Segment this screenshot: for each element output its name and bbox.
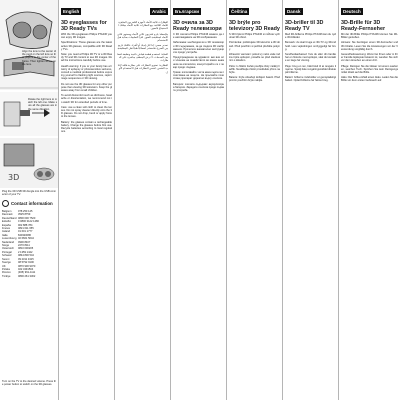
paragraph: Péče: k čištění čoček použijte čistý měkký hadřík. Nestříkejte čisticí prostředek přímo na brýle. — [229, 64, 280, 75]
language-header: Deutsch — [343, 9, 361, 14]
contact-number: 3525 8759 — [18, 213, 31, 217]
paragraph: Note: you need a Philips 3D TV or a 3D Ready TV and 3D content to see 3D images. Read the instructions carefully before use. — [61, 53, 112, 63]
contact-country: Luxembourg — [2, 237, 17, 241]
paragraph: Akku: Die Brille enthält einen Akku. Laden Sie die Brille vor dem ersten Gebrauch auf. — [341, 76, 398, 83]
column-czech — [229, 0, 280, 400]
contact-number: 01 601 1777 — [18, 230, 33, 234]
contact-info-section — [2, 200, 58, 278]
contact-number: (495) 961-1111 — [18, 271, 36, 275]
fold-line — [282, 0, 283, 400]
globe-icon — [2, 200, 9, 207]
tv-3d-illustration — [0, 138, 58, 188]
contact-number: 2 1359 1442 — [18, 250, 33, 254]
paragraph: Care: use a clean soft cloth to clean the lenses. Do not spray cleaner directly onto the 3D glasses. Do not drop, bend or apply force to the lenses. — [61, 105, 112, 119]
fold-line — [58, 0, 59, 400]
fold-line — [226, 0, 227, 400]
contact-country: Portugal — [2, 250, 12, 254]
paragraph: Do not use the 3D glasses for any other purpose than viewing 3D television. Keep the glasses away from small children. — [61, 82, 112, 93]
paragraph: Health warning: if you or your family has a history of epilepsy or photosensitive seizures, consult a medical professional before exposing yourself to flashing light sources, rapid image sequences or 3D viewing. — [61, 64, 112, 81]
paragraph: With the 3D eyeglasses Philips PTA436 you can enjoy 3D images. — [61, 33, 112, 40]
section-title: 3D-Brille für 3D Ready-Fernseher — [341, 20, 386, 32]
contact-number: 2270 8111 — [18, 244, 30, 248]
column-body — [229, 33, 280, 83]
contact-title: Contact information — [11, 201, 53, 206]
column-english — [61, 0, 112, 400]
contact-number: 022 3491504 — [18, 267, 34, 271]
contact-row — [2, 275, 58, 278]
step-text-4: Turn on the TV to the desired volume. Press the power button to switch on the 3D glasses. — [2, 380, 56, 387]
contact-number: 40 6661 5644 — [18, 237, 34, 241]
column-body — [173, 33, 224, 92]
contact-country: Nederland — [2, 240, 14, 244]
paragraph: Грижа: използвайте чиста мека кърпа за почистване на лещите. Не пръскайте почистващ препарат директно върху очилата. — [173, 71, 224, 81]
section-title: 3D-briller til 3D Ready TV — [285, 20, 324, 32]
column-danish — [285, 0, 336, 400]
contact-country: Polska — [2, 267, 10, 271]
paragraph: Poznámka: potřebujete 3D televizor a 3D obsah. Před použitím si pečlivě přečtěte pokyny. — [229, 41, 280, 51]
paragraph: البطارية: تحتوي النظارات على بطارية قابلة لإعادة الشحن. اشحن النظارات قبل الاستخدام الأول. — [117, 64, 168, 74]
fold-line — [170, 0, 171, 400]
paragraph: Sundhedsadvarsel: hvis du eller din familie har en historie med epilepsi, skal du kontakte en læge før visning. — [285, 53, 336, 63]
paragraph: Hinweis: Sie benötigen einen 3D-Fernseher und 3D-Inhalte. Lesen Sie die Anweisungen vor der Verwendung sorgfältig durch. — [341, 41, 398, 51]
section-title: 3D brýle pro televizory 3D Ready — [229, 20, 280, 32]
paragraph: S 3D brýlemi Philips PTA436 si můžete vychutnat 3D obraz. — [229, 33, 280, 40]
contact-country: Suomi — [2, 257, 10, 261]
contact-country: Deutschland — [2, 216, 17, 220]
paragraph: Предупреждение за здравето: ако вие или членове на семейството ви имате анамнеза за епилепсия, консултирайте се с лекар преди гледане. — [173, 56, 224, 69]
contact-country: España — [2, 223, 11, 227]
language-header: Dansk — [287, 9, 301, 14]
paragraph: النظارات ثلاثية الأبعاد لأجهزة التلفزيون الجاهزة للأبعاد الثلاثية. مع النظارات ثلاثية الأبعاد يمكنك الاستمتاع بالصور. — [118, 21, 168, 31]
fold-line — [114, 0, 115, 400]
paragraph: Specifications: These glasses are the latest active 3D glasses, compatible with 3D Ready TVs. — [61, 41, 112, 51]
contact-number: 0844 800 544 — [18, 254, 34, 258]
step-text-3: Plug the 3D USB 3D dongle into the USB connector of your TV. — [2, 190, 56, 197]
paragraph: Zdravotní varování: pokud vy nebo vaše rodina trpíte epilepsií, poraďte se před sledováním s lékařem. — [229, 53, 280, 63]
language-header: English — [63, 9, 80, 14]
svg-text:3D: 3D — [8, 173, 20, 182]
section-title: 3D eyeglasses for 3D Ready TVs — [61, 20, 107, 32]
contact-number: 09 2311 3415 — [18, 257, 34, 261]
contact-list — [2, 210, 58, 278]
paragraph: Батерия: очилата съдържат акумулаторна батерия. Заредете очилата преди първата употреба. — [173, 82, 224, 93]
contact-country: Österreich — [2, 247, 14, 251]
paragraph: Med 3D-brillerne Philips PTA436 kan du nyde 3D-billeder. — [285, 33, 336, 40]
contact-country: Danmark — [2, 213, 13, 217]
contact-country: Türkiye — [2, 274, 11, 278]
contact-country: Sverige — [2, 261, 11, 265]
contact-country: Belgium — [2, 210, 12, 213]
paragraph: Gesundheitswarnung: Wenn bei Ihnen oder in Ihrer Familie Epilepsie bekannt ist, wenden Sie sich vor dem Ansehen an einen Arzt. — [341, 53, 398, 63]
column-body — [61, 33, 112, 133]
paragraph: Battery: the glasses contain a rechargeable battery. Charge the glasses before first use. Recycle batteries according to local regulations. — [61, 120, 112, 134]
paragraph: العناية: استخدم قطعة قماش ناعمة ونظيفة لتنظيف العدسات. لا ترش المنظف مباشرة على النظارات. — [117, 52, 168, 63]
contact-country: Norge — [2, 244, 10, 248]
paragraph: Mit der 3D-Brille Philips PTA436 können Sie 3D-Bilder genießen. — [341, 33, 398, 40]
paragraph: Batteri: brillerne indeholder et genopladeligt batteri. Oplad brillerne før første brug. — [285, 76, 336, 83]
column-body — [117, 21, 168, 74]
contact-country: France — [2, 227, 11, 231]
fold-line — [338, 0, 339, 400]
contact-country: Schweiz — [2, 254, 12, 258]
contact-number: 0810 000205 — [18, 247, 34, 251]
step-text-2: Rotate the right lens to match the left one. Make sure all the glasses are in the same direction. — [28, 98, 57, 111]
column-body — [341, 33, 398, 83]
paragraph: تحذير صحي: إذا كان لديك أو لأفراد عائلتك تاريخ من الصرع، فاستشر أخصائيًا طبيًا قبل المشاهدة. — [117, 44, 168, 51]
contact-country: Ελλάδα — [2, 220, 11, 224]
step-text-1: Align the lens to the center of the pupil on the left lens so that pupil is in the center of the frame. Then tighten screw on the lens. — [22, 50, 56, 66]
column-german — [341, 0, 398, 400]
contact-number: 0900 8407 — [18, 240, 31, 244]
column-arabic — [117, 0, 168, 400]
language-header: Arabic — [151, 9, 166, 14]
contact-number: 078 250 145 — [18, 210, 33, 213]
contact-country: UK — [2, 264, 6, 268]
column-bulgarian — [173, 0, 224, 400]
paragraph: Pleje: brug en ren, blød klud til at rengøre linserne. Sprøjt ikke rengøringsmiddel direkte på brillerne. — [285, 64, 336, 75]
contact-number: 0800 261 3302 — [18, 274, 36, 278]
contact-country: Россия — [2, 271, 11, 275]
contact-number: 840320086 — [18, 233, 31, 237]
contact-number: 0870 900 9070 — [18, 264, 36, 268]
paragraph: Bemærk: du skal bruge et 3D-TV og 3D-indhold. Læs vejledningen omhyggeligt før brug. — [285, 41, 336, 51]
column-body — [285, 33, 336, 83]
glasses-front-illustration — [0, 0, 58, 90]
contact-number: 902 888 784 — [18, 223, 33, 227]
paragraph: С 3D очилата Philips PTA436 можете да се наслаждавате на 3D изображения. — [173, 33, 224, 40]
paragraph: ملاحظة: يلزم تلفزيون ثلاثي الأبعاد ومحتوى ثلاثي الأبعاد لمشاهدة الصور. اقرأ التعليمات بعناية قبل الاستخدام. — [117, 32, 168, 43]
paragraph: Pflege: Reinigen Sie die Gläser mit einem sauberen, weichen Tuch. Sprühen Sie kein Reinigungsmittel direkt auf die Brille. — [341, 64, 398, 75]
contact-number: 0800 000 7520 — [18, 216, 36, 220]
contact-country: Italia — [2, 233, 8, 237]
contact-country: Ireland — [2, 230, 10, 234]
language-header: Български — [175, 9, 200, 14]
section-title: 3D очила за 3D Ready телевизори — [173, 20, 222, 32]
paragraph: To avoid discomfort such as dizziness, headache or disorientation, we recommend not to watch 3D for extended periods of time. — [61, 94, 112, 104]
paragraph: Забележка: необходим ви е 3D телевизор и 3D съдържание, за да гледате 3D изображения. Прочетете внимателно инструкциите преди употреба. — [173, 41, 224, 55]
paragraph: Baterie: brýle obsahují dobíjecí baterii. Před prvním použitím brýle nabijte. — [229, 76, 280, 83]
language-header: Čeština — [231, 9, 248, 14]
contact-number: 0 0800 3122 1280 — [18, 220, 39, 224]
contact-number: 08 5792 9100 — [18, 261, 34, 265]
illustration-panel — [0, 0, 58, 400]
contact-number: 0821 611 655 — [18, 227, 34, 231]
